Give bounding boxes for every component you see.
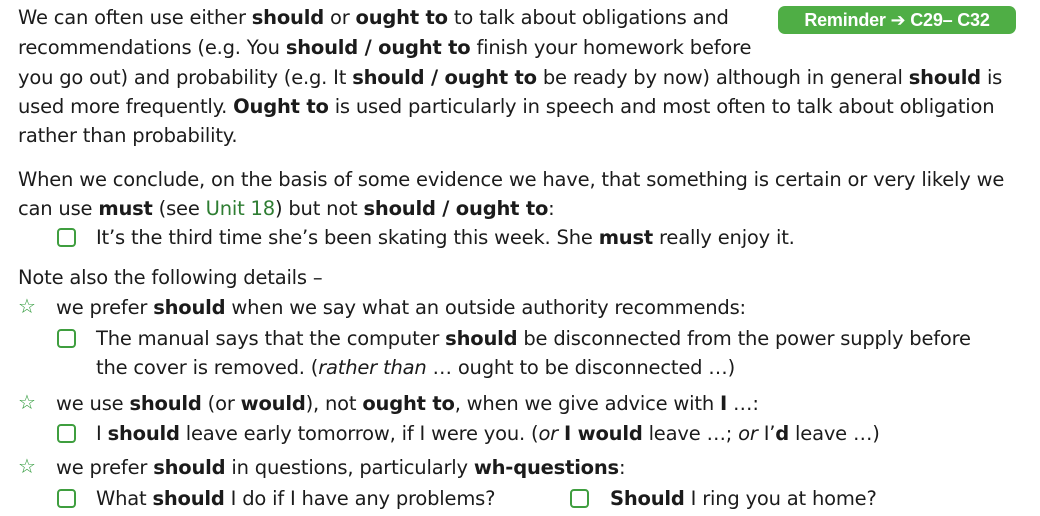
intro-line-5: rather than probability. [18, 124, 238, 147]
detail-1-example-line-1: The manual says that the computer should be disconnected from the power supply before [96, 327, 971, 350]
intro-line-2: recommendations (e.g. You should / ought to finish your homework before [18, 36, 752, 59]
conclude-line-2: can use must (see Unit 18) but not should / ought to: [18, 197, 555, 220]
star-icon: ☆ [18, 454, 36, 478]
detail-1: we prefer should when we say what an outside authority recommends: [56, 296, 746, 319]
intro-line-4: used more frequently. Ought to is used particularly in speech and most often to talk about obligation [18, 95, 995, 118]
detail-3-example-1: What should I do if I have any problems? [96, 487, 496, 510]
star-icon: ☆ [18, 390, 36, 414]
checkbox-icon [570, 489, 589, 508]
detail-1-example-line-2: the cover is removed. (rather than … ought to be disconnected …) [96, 356, 736, 379]
conclude-line-1: When we conclude, on the basis of some evidence we have, that something is certain or very likely we [18, 168, 1005, 191]
detail-2: we use should (or would), not ought to, when we give advice with I …: [56, 392, 759, 415]
intro-line-1: We can often use either should or ought to to talk about obligations and [18, 6, 729, 29]
checkbox-icon [57, 228, 76, 247]
detail-3: we prefer should in questions, particularly wh-questions: [56, 456, 626, 479]
checkbox-icon [57, 424, 76, 443]
reminder-badge[interactable]: Reminder ➔ C29– C32 [778, 6, 1016, 34]
conclude-example: It’s the third time she’s been skating this week. She must really enjoy it. [96, 226, 795, 249]
detail-2-example: I should leave early tomorrow, if I were you. (or I would leave …; or I’d leave …) [96, 422, 880, 445]
intro-line-3: you go out) and probability (e.g. It should / ought to be ready by now) although in general should is [18, 66, 1003, 89]
unit-18-link[interactable]: Unit 18 [205, 197, 275, 220]
checkbox-icon [57, 329, 76, 348]
star-icon: ☆ [18, 294, 36, 318]
checkbox-icon [57, 489, 76, 508]
note-heading: Note also the following details – [18, 266, 323, 289]
detail-3-example-2: Should I ring you at home? [610, 487, 877, 510]
